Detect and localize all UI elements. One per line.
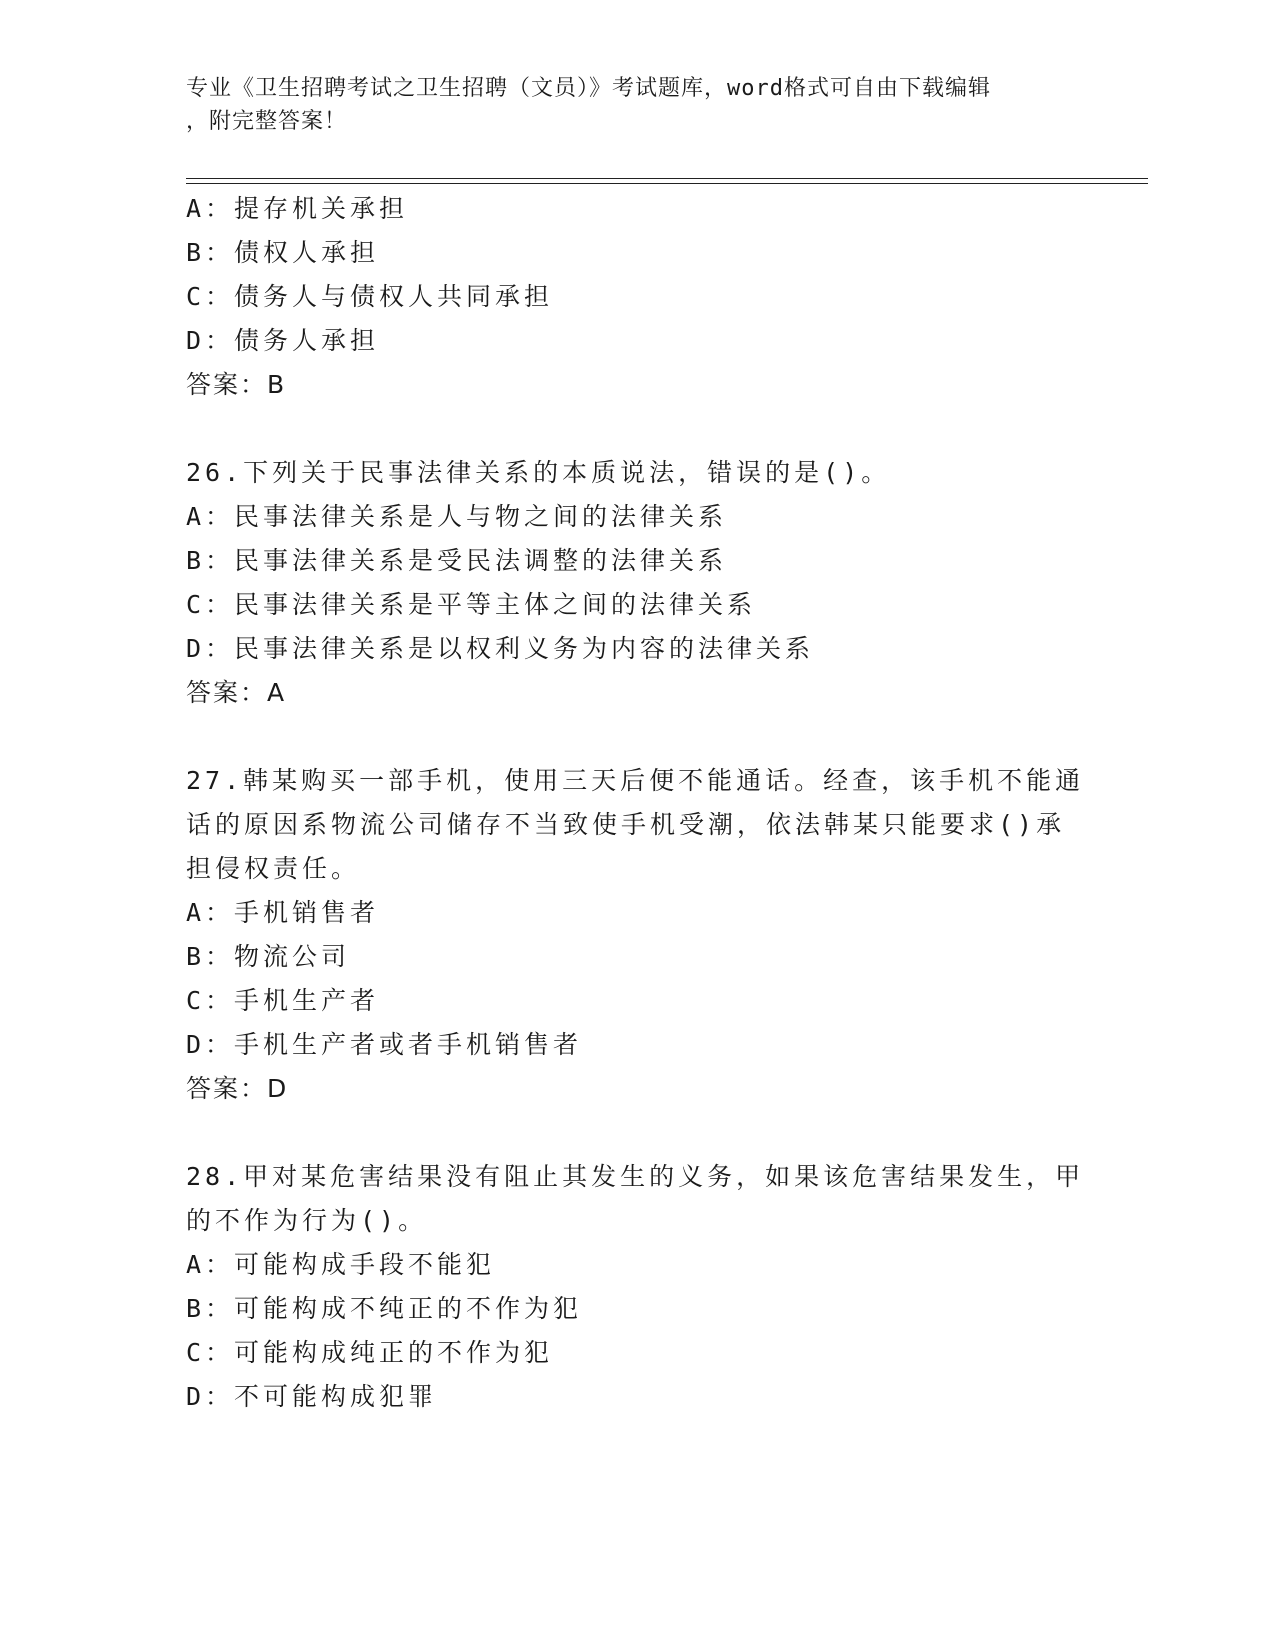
q28-stem-line-2: 的不作为行为()。 — [186, 1206, 428, 1235]
q25-answer: 答案：B — [186, 370, 287, 399]
q25-option-c: C：债务人与债权人共同承担 — [186, 282, 554, 311]
q26-answer: 答案：A — [186, 678, 287, 707]
q25-option-a: A：提存机关承担 — [186, 194, 409, 223]
q26-option-c: C：民事法律关系是平等主体之间的法律关系 — [186, 590, 757, 619]
header-line-1: 专业《卫生招聘考试之卫生招聘（文员）》考试题库，word格式可自由下载编辑 — [186, 76, 991, 101]
q27-stem-line-1: 27.韩某购买一部手机，使用三天后便不能通话。经查，该手机不能通 — [186, 766, 1085, 795]
document-header — [186, 72, 1066, 138]
q26-option-b: B：民事法律关系是受民法调整的法律关系 — [186, 546, 728, 575]
q27-option-c: C：手机生产者 — [186, 986, 380, 1015]
q27-stem-line-3: 担侵权责任。 — [186, 854, 361, 883]
q26-option-a: A：民事法律关系是人与物之间的法律关系 — [186, 502, 728, 531]
q28-option-d: D：不可能构成犯罪 — [186, 1382, 438, 1411]
q26-stem: 26.下列关于民事法律关系的本质说法，错误的是()。 — [186, 458, 891, 487]
q28-option-a: A：可能构成手段不能犯 — [186, 1250, 496, 1279]
header-divider-top — [186, 178, 1148, 179]
q27-option-b: B：物流公司 — [186, 942, 351, 971]
q25-option-b: B：债权人承担 — [186, 238, 380, 267]
q27-option-d: D：手机生产者或者手机销售者 — [186, 1030, 583, 1059]
q25-option-d: D：债务人承担 — [186, 326, 380, 355]
q26-option-d: D：民事法律关系是以权利义务为内容的法律关系 — [186, 634, 815, 663]
q28-stem-line-1: 28.甲对某危害结果没有阻止其发生的义务，如果该危害结果发生，甲 — [186, 1162, 1085, 1191]
q27-answer: 答案：D — [186, 1074, 289, 1103]
q27-stem-line-2: 话的原因系物流公司储存不当致使手机受潮，依法韩某只能要求()承 — [186, 810, 1066, 839]
q27-option-a: A：手机销售者 — [186, 898, 380, 927]
header-line-2: ，附完整答案！ — [186, 109, 348, 134]
q28-option-c: C：可能构成纯正的不作为犯 — [186, 1338, 554, 1367]
q28-option-b: B：可能构成不纯正的不作为犯 — [186, 1294, 583, 1323]
header-divider-bottom — [186, 183, 1148, 184]
